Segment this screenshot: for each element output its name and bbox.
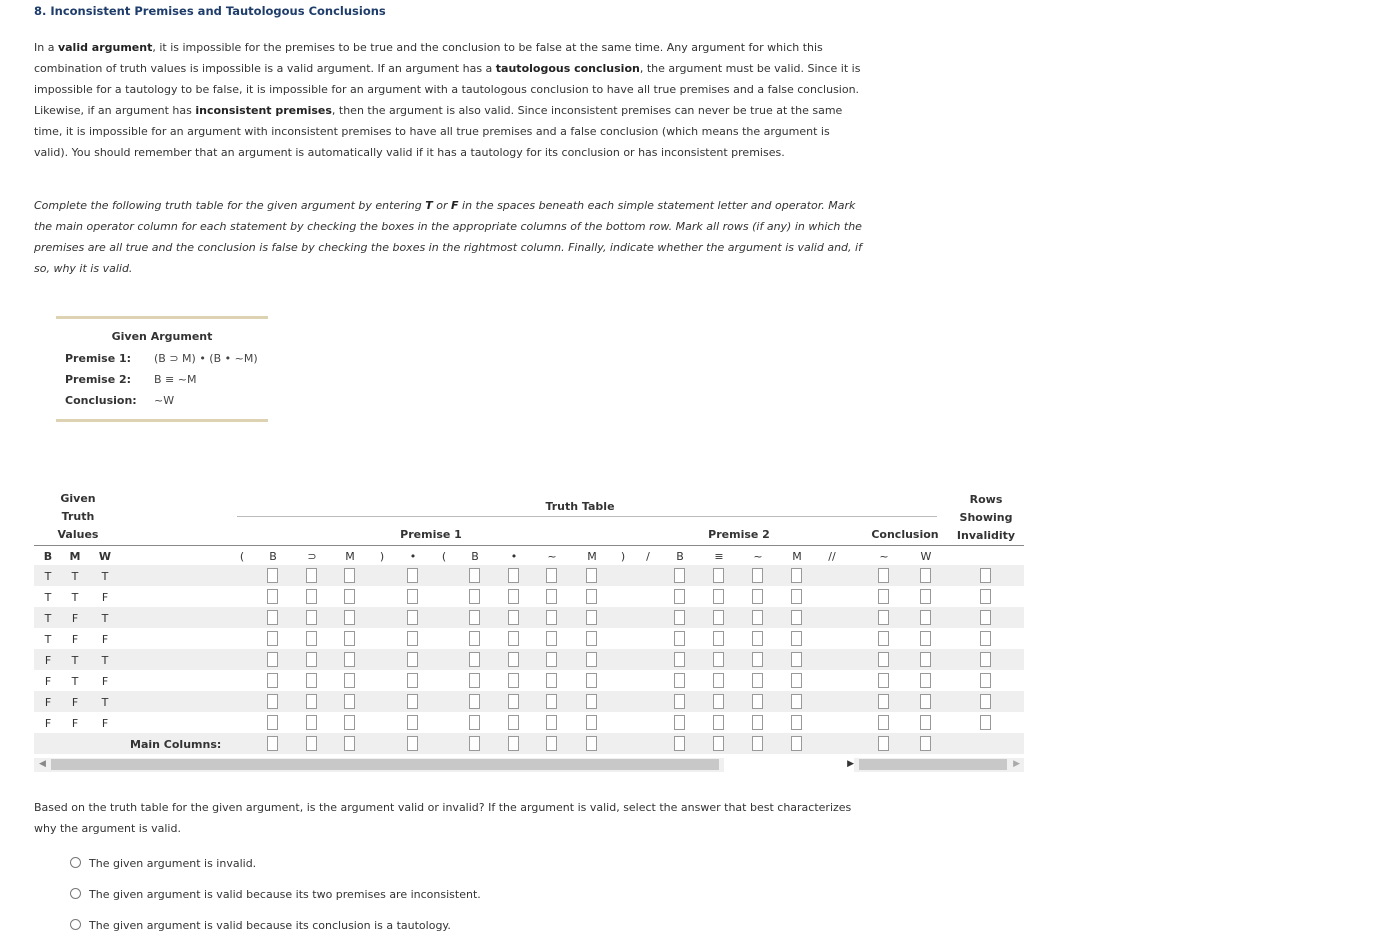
truth-value-entry-box[interactable] bbox=[713, 610, 724, 625]
truth-value-entry-box[interactable] bbox=[713, 694, 724, 709]
given-truth-value: F bbox=[101, 591, 109, 604]
truth-value-entry-box[interactable] bbox=[586, 694, 597, 709]
given-column-header: B bbox=[43, 550, 53, 563]
truth-value-entry-box[interactable] bbox=[586, 652, 597, 667]
scroll-right-icon[interactable]: ▶ bbox=[1013, 759, 1020, 769]
truth-value-entry-box[interactable] bbox=[469, 694, 480, 709]
truth-value-entry-box[interactable] bbox=[267, 568, 278, 583]
given-column-header: W bbox=[98, 550, 112, 563]
truth-table-header: Truth Table bbox=[545, 500, 615, 513]
conclusion-header: Conclusion bbox=[871, 528, 939, 541]
truth-value-entry-box[interactable] bbox=[791, 652, 802, 667]
truth-value-entry-box[interactable] bbox=[344, 673, 355, 688]
option-label: The given argument is valid because its conclusion is a tautology. bbox=[89, 919, 451, 932]
truth-value-entry-box[interactable] bbox=[586, 715, 597, 730]
truth-value-entry-box[interactable] bbox=[344, 589, 355, 604]
truth-value-entry-box[interactable] bbox=[407, 652, 418, 667]
given-truth-value: T bbox=[101, 612, 109, 625]
truth-value-entry-box[interactable] bbox=[407, 631, 418, 646]
truth-value-entry-box[interactable] bbox=[713, 673, 724, 688]
main-columns-label: Main Columns: bbox=[130, 738, 222, 751]
term-inconsistent-premises: inconsistent premises bbox=[195, 104, 332, 117]
main-column-checkbox[interactable] bbox=[713, 736, 724, 751]
argument-value: ~W bbox=[154, 394, 175, 407]
scrollbar-thumb[interactable] bbox=[51, 759, 719, 770]
truth-table-divider bbox=[237, 516, 937, 517]
truth-value-entry-box[interactable] bbox=[791, 631, 802, 646]
truth-value-entry-box[interactable] bbox=[713, 715, 724, 730]
truth-value-entry-box[interactable] bbox=[508, 694, 519, 709]
argument-label: Premise 2: bbox=[65, 373, 132, 386]
truth-value-entry-box[interactable] bbox=[791, 694, 802, 709]
truth-value-entry-box[interactable] bbox=[344, 652, 355, 667]
truth-value-entry-box[interactable] bbox=[306, 610, 317, 625]
operator-column-header: • bbox=[510, 550, 518, 563]
truth-value-entry-box[interactable] bbox=[791, 589, 802, 604]
invalidity-checkbox[interactable] bbox=[980, 631, 991, 646]
given-truth-value: F bbox=[44, 675, 52, 688]
intro-text-3: , the argument must be valid. Since it is impossible for a tautology to be false, it is impossible for an argument with a tautologous conclusion to have all true premises and a false conclusion. Likewise, if an argument has bbox=[34, 62, 861, 117]
truth-value-entry-box[interactable] bbox=[586, 631, 597, 646]
truth-value-entry-box[interactable] bbox=[752, 589, 763, 604]
truth-value-entry-box[interactable] bbox=[674, 694, 685, 709]
scrollbar-thumb[interactable] bbox=[859, 759, 1007, 770]
given-truth-value: T bbox=[44, 612, 52, 625]
truth-value-entry-box[interactable] bbox=[920, 652, 931, 667]
truth-value-entry-box[interactable] bbox=[344, 568, 355, 583]
truth-value-entry-box[interactable] bbox=[546, 631, 557, 646]
truth-value-entry-box[interactable] bbox=[713, 589, 724, 604]
page-title: 8. Inconsistent Premises and Tautologous Conclusions bbox=[34, 4, 386, 18]
truth-value-entry-box[interactable] bbox=[586, 673, 597, 688]
operator-column-header: ⊃ bbox=[307, 550, 317, 563]
operator-column-header: ( bbox=[239, 550, 245, 563]
truth-value-entry-box[interactable] bbox=[469, 631, 480, 646]
row-background bbox=[34, 565, 1024, 586]
argument-value: (B ⊃ M) • (B • ~M) bbox=[154, 352, 258, 365]
given-truth-value: F bbox=[101, 633, 109, 646]
given-truth-value: T bbox=[101, 696, 109, 709]
instr-f: F bbox=[451, 199, 459, 212]
term-valid-argument: valid argument bbox=[57, 41, 153, 54]
truth-value-entry-box[interactable] bbox=[407, 610, 418, 625]
truth-value-entry-box[interactable] bbox=[878, 589, 889, 604]
truth-value-entry-box[interactable] bbox=[752, 610, 763, 625]
truth-value-entry-box[interactable] bbox=[407, 673, 418, 688]
truth-value-entry-box[interactable] bbox=[752, 673, 763, 688]
truth-value-entry-box[interactable] bbox=[344, 610, 355, 625]
truth-value-entry-box[interactable] bbox=[306, 589, 317, 604]
intro-text-2: , it is impossible for the premises to be true and the conclusion to be false at the same time. Any argument for which this combination of truth values is impossible is a valid argument. If an argument has a bbox=[34, 41, 823, 75]
truth-value-entry-box[interactable] bbox=[586, 589, 597, 604]
truth-value-entry-box[interactable] bbox=[546, 610, 557, 625]
truth-value-entry-box[interactable] bbox=[508, 589, 519, 604]
truth-value-entry-box[interactable] bbox=[920, 610, 931, 625]
truth-value-entry-box[interactable] bbox=[674, 715, 685, 730]
truth-value-entry-box[interactable] bbox=[791, 673, 802, 688]
given-truth-value: T bbox=[44, 570, 52, 583]
truth-value-entry-box[interactable] bbox=[713, 652, 724, 667]
truth-value-entry-box[interactable] bbox=[508, 610, 519, 625]
operator-column-header: ( bbox=[441, 550, 447, 563]
term-tautologous-conclusion: tautologous conclusion bbox=[495, 62, 640, 75]
option-tautologous-conclusion[interactable] bbox=[70, 919, 451, 932]
truth-value-entry-box[interactable] bbox=[306, 568, 317, 583]
truth-value-entry-box[interactable] bbox=[920, 715, 931, 730]
intro-paragraph bbox=[34, 37, 864, 163]
truth-value-entry-box[interactable] bbox=[752, 652, 763, 667]
given-truth-value: T bbox=[71, 570, 79, 583]
main-column-checkbox[interactable] bbox=[407, 736, 418, 751]
truth-value-entry-box[interactable] bbox=[546, 694, 557, 709]
invalidity-checkbox[interactable] bbox=[980, 652, 991, 667]
given-truth-value: T bbox=[101, 654, 109, 667]
main-column-checkbox[interactable] bbox=[546, 736, 557, 751]
truth-value-entry-box[interactable] bbox=[407, 589, 418, 604]
truth-value-entry-box[interactable] bbox=[878, 631, 889, 646]
truth-value-entry-box[interactable] bbox=[546, 673, 557, 688]
main-column-checkbox[interactable] bbox=[306, 736, 317, 751]
truth-value-entry-box[interactable] bbox=[267, 673, 278, 688]
invalidity-checkbox[interactable] bbox=[980, 589, 991, 604]
truth-value-entry-box[interactable] bbox=[267, 694, 278, 709]
operator-column-header: M bbox=[587, 550, 597, 563]
given-truth-value: T bbox=[71, 654, 79, 667]
option-inconsistent-premises[interactable] bbox=[70, 888, 481, 901]
truth-value-entry-box[interactable] bbox=[469, 673, 480, 688]
truth-value-entry-box[interactable] bbox=[267, 631, 278, 646]
given-truth-value: T bbox=[71, 675, 79, 688]
invalidity-checkbox[interactable] bbox=[980, 694, 991, 709]
truth-value-entry-box[interactable] bbox=[674, 610, 685, 625]
truth-value-entry-box[interactable] bbox=[920, 673, 931, 688]
operator-column-header: ~ bbox=[547, 550, 557, 563]
truth-value-entry-box[interactable] bbox=[791, 568, 802, 583]
argument-value: B ≡ ~M bbox=[154, 373, 197, 386]
truth-value-entry-box[interactable] bbox=[674, 589, 685, 604]
row-background bbox=[34, 691, 1024, 712]
main-column-checkbox[interactable] bbox=[469, 736, 480, 751]
radio-button[interactable] bbox=[70, 857, 81, 868]
truth-value-entry-box[interactable] bbox=[407, 568, 418, 583]
truth-value-entry-box[interactable] bbox=[674, 568, 685, 583]
operator-column-header: // bbox=[828, 550, 836, 563]
truth-value-entry-box[interactable] bbox=[267, 589, 278, 604]
operator-column-header: M bbox=[345, 550, 355, 563]
truth-value-entry-box[interactable] bbox=[469, 589, 480, 604]
given-truth-value: F bbox=[71, 696, 79, 709]
truth-value-entry-box[interactable] bbox=[508, 631, 519, 646]
given-truth-value: T bbox=[71, 591, 79, 604]
main-column-checkbox[interactable] bbox=[344, 736, 355, 751]
given-truth-value: F bbox=[101, 717, 109, 730]
truth-value-entry-box[interactable] bbox=[306, 694, 317, 709]
operator-column-header: W bbox=[920, 550, 932, 563]
truth-value-entry-box[interactable] bbox=[586, 610, 597, 625]
row-background bbox=[34, 607, 1024, 628]
given-truth-value: T bbox=[101, 570, 109, 583]
given-truth-value: F bbox=[44, 654, 52, 667]
truth-value-entry-box[interactable] bbox=[674, 652, 685, 667]
truth-value-entry-box[interactable] bbox=[469, 568, 480, 583]
operator-column-header: ~ bbox=[753, 550, 763, 563]
truth-value-entry-box[interactable] bbox=[407, 715, 418, 730]
given-column-header: M bbox=[69, 550, 81, 563]
truth-value-entry-box[interactable] bbox=[469, 610, 480, 625]
truth-value-entry-box[interactable] bbox=[469, 715, 480, 730]
argument-label: Conclusion: bbox=[65, 394, 137, 407]
given-argument-box bbox=[56, 316, 268, 422]
truth-value-entry-box[interactable] bbox=[920, 568, 931, 583]
invalidity-checkbox[interactable] bbox=[980, 715, 991, 730]
truth-value-entry-box[interactable] bbox=[508, 652, 519, 667]
instr-t: T bbox=[425, 199, 433, 212]
given-truth-values-header: Given Truth Values bbox=[57, 492, 99, 541]
operator-column-header: ) bbox=[379, 550, 385, 563]
operator-column-header: B bbox=[676, 550, 684, 563]
truth-value-entry-box[interactable] bbox=[752, 631, 763, 646]
argument-label: Premise 1: bbox=[65, 352, 132, 365]
invalidity-scrollbar[interactable] bbox=[854, 758, 1024, 772]
radio-button[interactable] bbox=[70, 919, 81, 930]
truth-value-entry-box[interactable] bbox=[920, 694, 931, 709]
given-argument-heading: Given Argument bbox=[111, 330, 213, 343]
given-truth-value: F bbox=[44, 696, 52, 709]
given-truth-value: F bbox=[71, 612, 79, 625]
truth-value-entry-box[interactable] bbox=[674, 631, 685, 646]
header-underline bbox=[34, 545, 1024, 546]
radio-button[interactable] bbox=[70, 888, 81, 899]
operator-column-header: • bbox=[409, 550, 417, 563]
truth-value-entry-box[interactable] bbox=[878, 652, 889, 667]
truth-value-entry-box[interactable] bbox=[344, 694, 355, 709]
intro-text-1: In a bbox=[34, 41, 58, 54]
option-invalid[interactable] bbox=[70, 857, 256, 870]
truth-value-entry-box[interactable] bbox=[469, 652, 480, 667]
rows-showing-invalidity-header: Rows Showing Invalidity bbox=[956, 493, 1016, 542]
scroll-right-icon[interactable]: ▶ bbox=[847, 759, 854, 769]
row-background bbox=[34, 649, 1024, 670]
operator-column-header: B bbox=[269, 550, 277, 563]
main-column-checkbox[interactable] bbox=[586, 736, 597, 751]
truth-value-entry-box[interactable] bbox=[878, 673, 889, 688]
truth-value-entry-box[interactable] bbox=[306, 631, 317, 646]
truth-value-entry-box[interactable] bbox=[546, 568, 557, 583]
truth-value-entry-box[interactable] bbox=[586, 568, 597, 583]
truth-value-entry-box[interactable] bbox=[407, 694, 418, 709]
validity-question: Based on the truth table for the given argument, is the argument valid or invalid? If the argument is valid, select the answer that best characterizes why the argument is valid. bbox=[34, 801, 852, 835]
truth-value-entry-box[interactable] bbox=[508, 673, 519, 688]
truth-value-entry-box[interactable] bbox=[546, 715, 557, 730]
truth-value-entry-box[interactable] bbox=[508, 715, 519, 730]
intro-text-4: , then the argument is also valid. Since inconsistent premises can never be true at the same time, it is impossible for an argument with inconsistent premises to have all true premises and a false conclusion (which means the argument is valid). You should remember that an argument is automatically valid if it has a tautology for its conclusion or has inconsistent premises. bbox=[34, 104, 843, 159]
given-truth-value: F bbox=[71, 717, 79, 730]
truth-value-entry-box[interactable] bbox=[674, 673, 685, 688]
invalidity-checkbox[interactable] bbox=[980, 568, 991, 583]
truth-value-entry-box[interactable] bbox=[752, 715, 763, 730]
operator-column-header: / bbox=[646, 550, 650, 563]
main-column-checkbox[interactable] bbox=[508, 736, 519, 751]
premise-1-header: Premise 1 bbox=[400, 528, 462, 541]
truth-value-entry-box[interactable] bbox=[344, 631, 355, 646]
operator-column-header: ~ bbox=[879, 550, 889, 563]
instr-text-2: or bbox=[432, 199, 451, 212]
option-label: The given argument is valid because its two premises are inconsistent. bbox=[89, 888, 481, 901]
operator-column-header: M bbox=[792, 550, 802, 563]
given-truth-value: T bbox=[44, 633, 52, 646]
main-column-checkbox[interactable] bbox=[791, 736, 802, 751]
truth-value-entry-box[interactable] bbox=[878, 568, 889, 583]
truth-value-entry-box[interactable] bbox=[878, 715, 889, 730]
scroll-left-icon[interactable]: ◀ bbox=[39, 759, 46, 769]
truth-value-entry-box[interactable] bbox=[306, 652, 317, 667]
truth-value-entry-box[interactable] bbox=[791, 610, 802, 625]
operator-column-header: ≡ bbox=[714, 550, 724, 563]
main-column-checkbox[interactable] bbox=[878, 736, 889, 751]
truth-value-entry-box[interactable] bbox=[267, 610, 278, 625]
truth-value-entry-box[interactable] bbox=[791, 715, 802, 730]
horizontal-scrollbar[interactable] bbox=[34, 758, 854, 772]
truth-value-entry-box[interactable] bbox=[752, 694, 763, 709]
operator-column-header: ) bbox=[620, 550, 626, 563]
truth-value-entry-box[interactable] bbox=[267, 652, 278, 667]
truth-value-entry-box[interactable] bbox=[546, 589, 557, 604]
instr-text-3: in the spaces beneath each simple statement letter and operator. Mark the main operator column for each statement by checking the boxes in the appropriate columns of the bottom row. Mark all rows (if any) in which the premises are all true and the conclusion is false by checking the boxes in the rightmost column. Finally, indicate whether the argument is valid and, if so, why it is valid. bbox=[34, 199, 862, 275]
truth-value-entry-box[interactable] bbox=[508, 568, 519, 583]
main-column-checkbox[interactable] bbox=[752, 736, 763, 751]
truth-value-entry-box[interactable] bbox=[920, 631, 931, 646]
invalidity-checkbox[interactable] bbox=[980, 610, 991, 625]
premise-2-header: Premise 2 bbox=[708, 528, 770, 541]
truth-value-entry-box[interactable] bbox=[306, 673, 317, 688]
given-truth-value: F bbox=[71, 633, 79, 646]
truth-value-entry-box[interactable] bbox=[920, 589, 931, 604]
truth-value-entry-box[interactable] bbox=[344, 715, 355, 730]
given-truth-value: F bbox=[101, 675, 109, 688]
instr-text-1: Complete the following truth table for the given argument by entering bbox=[34, 199, 426, 212]
truth-value-entry-box[interactable] bbox=[546, 652, 557, 667]
truth-value-entry-box[interactable] bbox=[878, 694, 889, 709]
option-label: The given argument is invalid. bbox=[89, 857, 257, 870]
truth-value-entry-box[interactable] bbox=[306, 715, 317, 730]
main-column-checkbox[interactable] bbox=[920, 736, 931, 751]
given-truth-value: T bbox=[44, 591, 52, 604]
truth-value-entry-box[interactable] bbox=[267, 715, 278, 730]
main-column-checkbox[interactable] bbox=[267, 736, 278, 751]
truth-value-entry-box[interactable] bbox=[713, 631, 724, 646]
operator-column-header: B bbox=[471, 550, 479, 563]
main-column-checkbox[interactable] bbox=[674, 736, 685, 751]
truth-value-entry-box[interactable] bbox=[878, 610, 889, 625]
truth-value-entry-box[interactable] bbox=[713, 568, 724, 583]
truth-value-entry-box[interactable] bbox=[752, 568, 763, 583]
instructions-paragraph bbox=[34, 195, 864, 279]
given-truth-value: F bbox=[44, 717, 52, 730]
invalidity-checkbox[interactable] bbox=[980, 673, 991, 688]
